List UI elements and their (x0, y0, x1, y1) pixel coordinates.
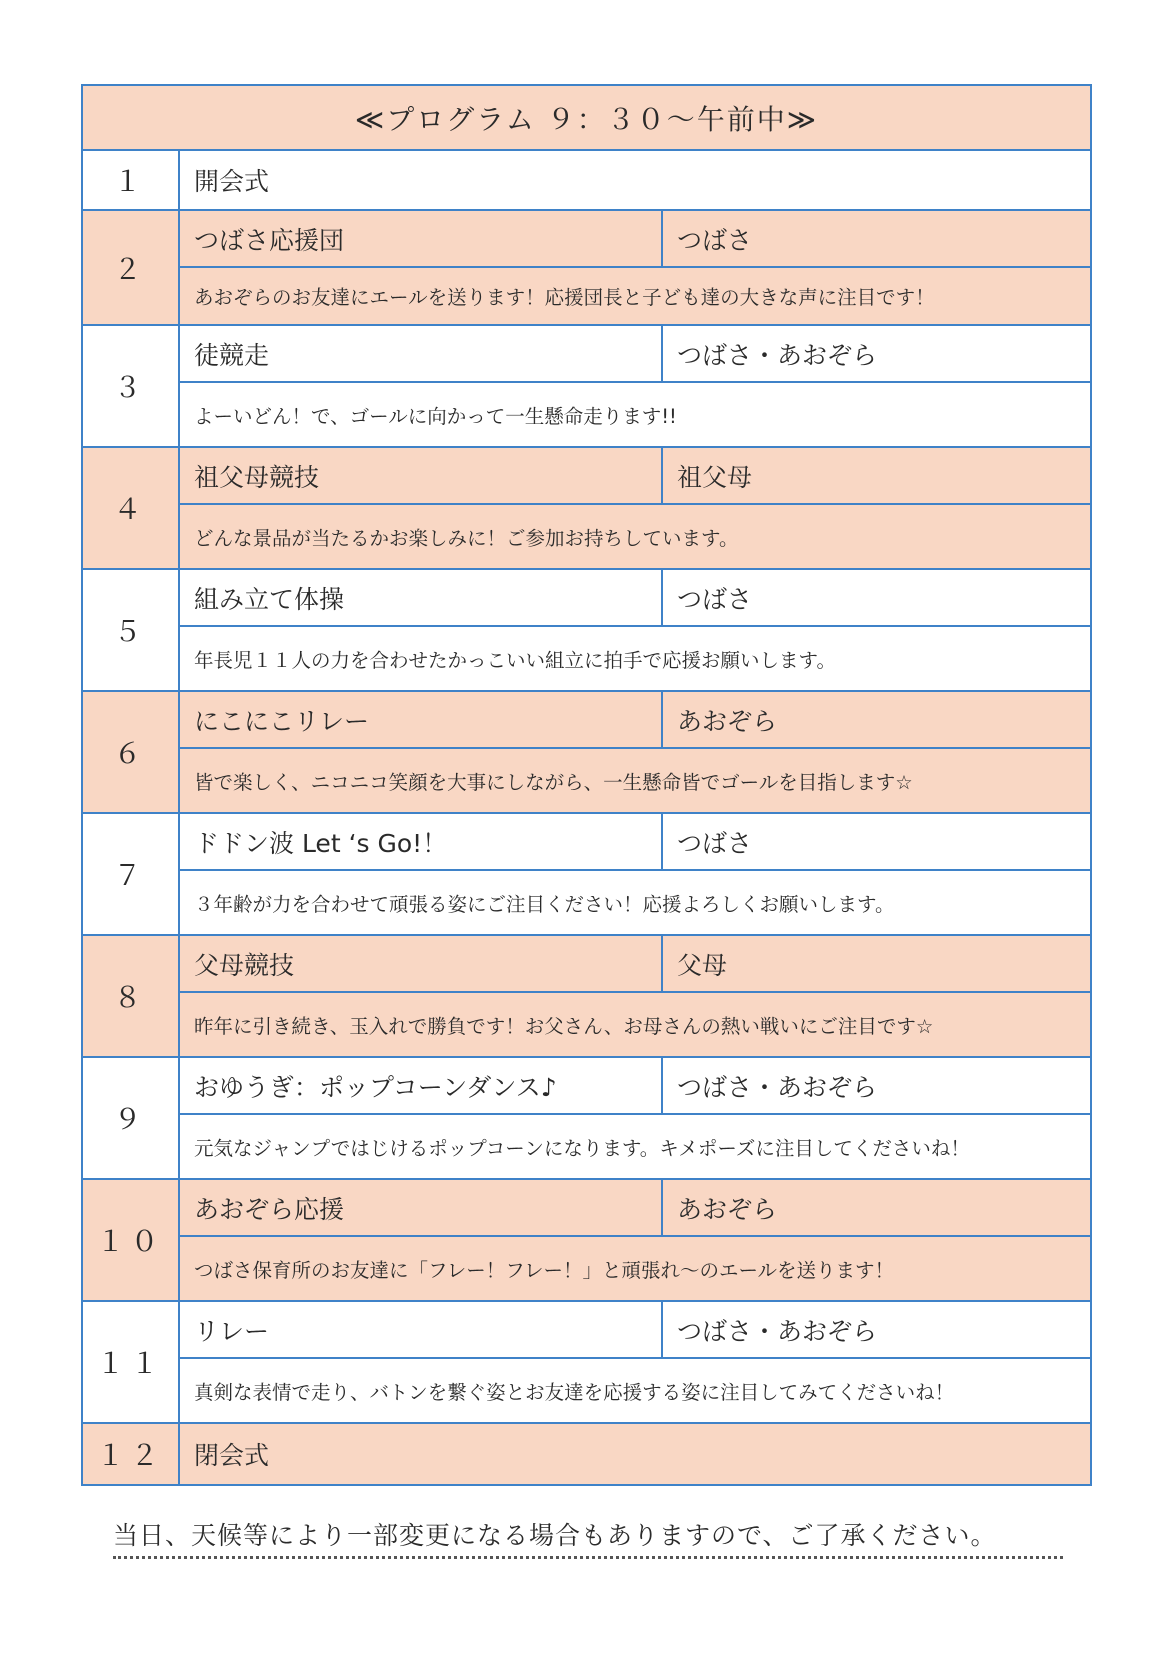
item-description: どんな景品が当たるかお楽しみに！ご参加お持ちしています。 (180, 505, 1090, 568)
program-row (83, 1058, 1090, 1180)
item-group: つばさ (663, 211, 1090, 266)
program-row (83, 1180, 1090, 1302)
item-name: リレー (180, 1302, 663, 1357)
item-description: 昨年に引き続き、玉入れで勝負です！お父さん、お母さんの熱い戦いにご注目です☆ (180, 993, 1090, 1056)
item-number: ９ (83, 1058, 180, 1178)
item-group: つばさ (677, 828, 753, 858)
item-group: 父母 (663, 936, 1090, 991)
program-row (83, 692, 1090, 814)
item-name: つばさ応援団 (180, 211, 663, 266)
item-name: 祖父母競技 (180, 448, 663, 503)
item-description: つばさ保育所のお友達に「フレー！フレー！」と頑張れ～のエールを送ります！ (180, 1237, 1090, 1300)
item-group: つばさ・あおぞら (677, 1316, 878, 1346)
item-description: 真剣な表情で走り、バトンを繋ぐ姿とお友達を応援する姿に注目してみてくださいね！ (194, 1380, 955, 1404)
program-row (83, 448, 1090, 570)
item-number: １ (83, 151, 180, 209)
program-title: ≪プログラム ９：３０～午前中≫ (83, 86, 1090, 151)
item-name: 父母競技 (180, 936, 663, 991)
item-name: 組み立て体操 (180, 570, 663, 625)
item-name: おゆうぎ：ポップコーンダンス♪ (180, 1058, 663, 1113)
item-number: １１ (83, 1302, 180, 1422)
program-table (81, 84, 1092, 1486)
notice-text: 当日、天候等により一部変更になる場合もありますので、ご了承ください。 (113, 1516, 1063, 1559)
item-group: つばさ・あおぞら (677, 340, 878, 370)
item-name: 閉会式 (180, 1424, 1090, 1484)
item-group: あおぞら (663, 1180, 1090, 1235)
item-name: にこにこリレー (180, 692, 663, 747)
item-name: ドドン波 Let ‘s Go!！ (180, 814, 663, 869)
item-name: 徒競走 (180, 326, 663, 381)
program-row (83, 936, 1090, 1058)
program-row (83, 570, 1090, 692)
item-group: あおぞら (663, 692, 1090, 747)
program-row (83, 1424, 1090, 1484)
item-number: １２ (83, 1424, 180, 1484)
item-name: あおぞら応援 (180, 1180, 663, 1235)
program-row (83, 1302, 1090, 1424)
item-number: ８ (83, 936, 180, 1056)
item-description: あおぞらのお友達にエールを送ります！応援団長と子ども達の大きな声に注目です！ (180, 268, 1090, 324)
item-description: よーいどん！で、ゴールに向かって一生懸命走ります!! (194, 404, 677, 428)
item-group: つばさ・あおぞら (677, 1072, 878, 1102)
program-row (83, 211, 1090, 326)
item-group: つばさ (677, 584, 753, 614)
item-name: 開会式 (194, 167, 270, 196)
program-row (83, 151, 1090, 211)
item-description: 皆で楽しく、ニコニコ笑顔を大事にしながら、一生懸命皆でゴールを目指します☆ (180, 749, 1090, 812)
item-description: ３年齢が力を合わせて頑張る姿にご注目ください！応援よろしくお願いします。 (194, 892, 895, 916)
item-number: ７ (83, 814, 180, 934)
program-row (83, 814, 1090, 936)
item-group: 祖父母 (663, 448, 1090, 503)
item-number: １０ (83, 1180, 180, 1300)
item-description: 年長児１１人の力を合わせたかっこいい組立に拍手で応援お願いします。 (194, 648, 836, 672)
item-description: 元気なジャンプではじけるポップコーンになります。キメポーズに注目してくださいね！ (194, 1136, 970, 1160)
item-number: ６ (83, 692, 180, 812)
item-number: ５ (83, 570, 180, 690)
item-number: ４ (83, 448, 180, 568)
item-number: ３ (83, 326, 180, 446)
program-row (83, 326, 1090, 448)
item-number: ２ (83, 211, 180, 324)
